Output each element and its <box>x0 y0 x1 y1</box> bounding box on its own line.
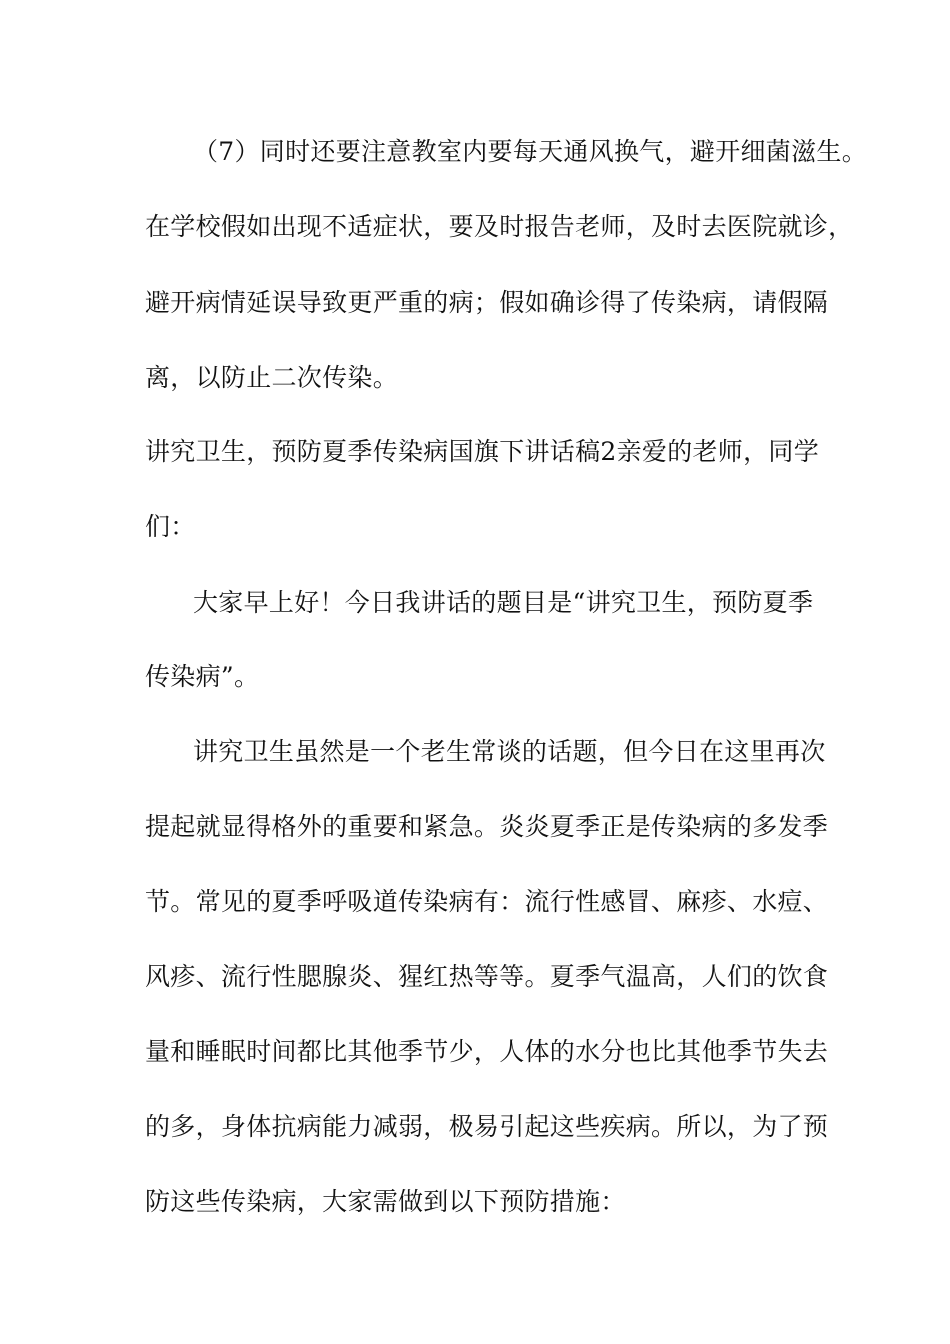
paragraph-line: 大家早上好！今日我讲话的题目是“讲究卫生，预防夏季 <box>193 588 814 617</box>
paragraph-line: 的多，身体抗病能力减弱，极易引起这些疾病。所以，为了预 <box>145 1112 829 1141</box>
paragraph-line: 提起就显得格外的重要和紧急。炎炎夏季正是传染病的多发季 <box>145 812 829 841</box>
paragraph-line: 传染病”。 <box>145 662 260 691</box>
paragraph-line: 讲究卫生虽然是一个老生常谈的话题，但今日在这里再次 <box>193 737 826 766</box>
paragraph-line: 风疹、流行性腮腺炎、猩红热等等。夏季气温高，人们的饮食 <box>145 962 829 991</box>
heading-line: 们： <box>145 512 196 541</box>
paragraph-line: （7）同时还要注意教室内要每天通风换气，避开细菌滋生。 <box>193 137 868 166</box>
paragraph-line: 节。常见的夏季呼吸道传染病有：流行性感冒、麻疹、水痘、 <box>145 887 829 916</box>
paragraph-line: 离，以防止二次传染。 <box>145 363 399 392</box>
paragraph-line: 在学校假如出现不适症状，要及时报告老师，及时去医院就诊， <box>145 212 854 241</box>
heading-line: 讲究卫生，预防夏季传染病国旗下讲话稿2亲爱的老师，同学 <box>145 437 820 466</box>
paragraph-line: 量和睡眠时间都比其他季节少，人体的水分也比其他季节失去 <box>145 1037 829 1066</box>
paragraph-line: 避开病情延误导致更严重的病；假如确诊得了传染病，请假隔 <box>145 288 829 317</box>
paragraph-line: 防这些传染病，大家需做到以下预防措施： <box>145 1187 626 1216</box>
